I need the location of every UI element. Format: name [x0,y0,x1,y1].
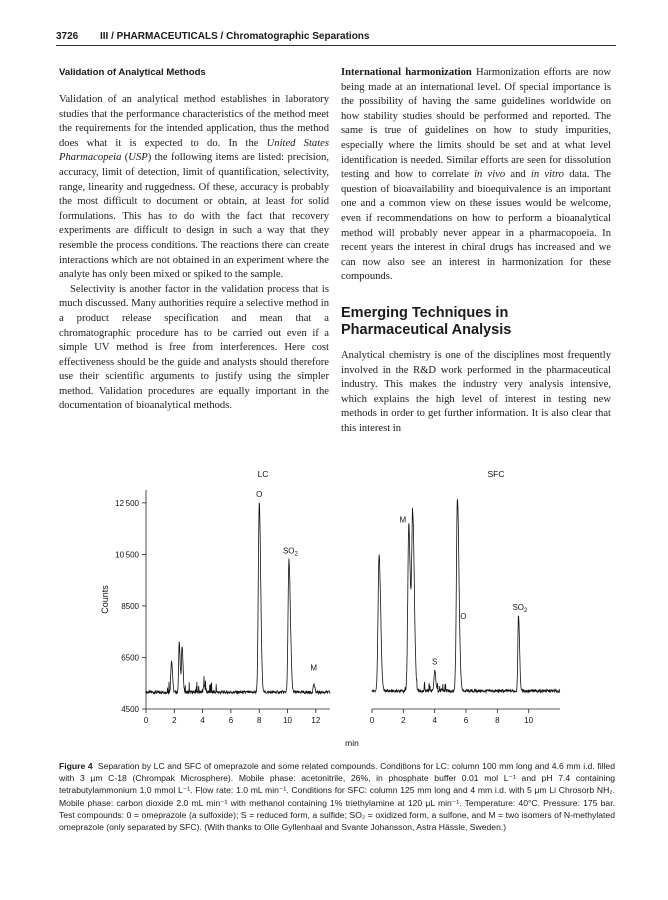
peak-label-so2: $SO_2$ [282,546,298,558]
text-run: ( [121,152,129,164]
x-tick-label: 0 [369,716,375,725]
italic-usp: United States Pharmacopeia [59,137,329,164]
text-run: and [505,169,531,181]
paragraph-emerging: Analytical chemistry is one of the disciplines most frequently involved in the R&D work performed in the pharmaceutical industry. This makes the industry very analysis intensive, which explains the high level of interest in testing new methods in order to get further information. It is also clear that this interest in [341,349,611,434]
x-tick-label: 2 [401,716,406,725]
figure-caption [59,760,615,833]
caption-text: Separation by LC and SFC of omeprazole and some related compounds. Conditions for LC: column 100 mm long and 4.6 mm i.d. filled with 3 μm C-18 (Chrompak Microsphere). Mobile phase: acetonitrile, 26%, in phosphate buffer 0.01 mol L⁻¹ and pH 7.4 containing tetrabutylammonium 1.0 mmol L⁻¹. Flow rate: 1.0 mL min⁻¹. Conditions for SFC: column 125 mm long and 4 mm i.d. with 5 μm Li Chrosorb NH₂. Mobile phase: carbon dioxide 2.0 mL min⁻¹ with methanol containing 1% triethylamine at 120 μL min⁻¹. Temperature: 40°C. Pressure: 175 bar. Test compounds: 0 = omeprazole (a sulfoxide); S = reduced form, a sulfide; SO₂ = oxidized form, a sulfone, and M = two isomers of N-methylated omeprazole (only separated by SFC). (With thanks to Olle Gyllenhaal and Svante Johansson, Astra Hässle, Sweden.) [59,761,615,833]
x-tick-label: 4 [432,716,437,725]
x-tick-label: 8 [495,716,500,725]
chromatogram-svg [90,462,590,752]
y-tick-label: 6500 [121,653,139,663]
panel-title: LC [257,469,269,479]
y-tick-label: 4500 [121,705,139,714]
y-tick-label: 12 500 [115,498,139,508]
italic-in-vitro: in vitro [530,169,564,181]
text-run: ) the following items are listed: precision, accuracy, limit of detection, limit of quantification, selectivity, range, linearity and ruggedness. Of these, accuracy is probably the most difficult to document or obtain, at least for solid formulations. This has to do with the fact that recovery experiments are difficult to design in such a way that they resemble the process conditions. The reactions there can create interactions which are not obtained in an experiment where the analyte has only been mixed or spiked to the sample. [59,152,329,281]
peak-label-s: S [431,657,438,667]
section-heading-emerging: Emerging Techniques in Pharmaceutical Analysis [341,304,512,338]
header-rule [56,45,616,46]
inline-heading-harmonization: International harmonization [341,67,472,78]
x-axis-title: min [345,738,359,748]
italic-in-vivo: in vivo [474,169,506,181]
x-tick-label: 6 [228,716,234,725]
x-tick-label: 12 [311,716,321,725]
text-run: Harmonization efforts are now being made at an international level. Of special importance is the possibility of having the same guidelines worldwide on how stability studies should be performed and reported. The same is true of guidelines on how to study impurities, especially where the limits should be set and at what level identification is needed. Similar efforts are seen for dissolution testing and how to correlate [341,67,611,181]
x-tick-label: 6 [463,716,469,725]
x-tick-label: 2 [172,716,177,725]
y-axis-title: Counts [100,585,110,614]
x-tick-label: 10 [283,716,292,725]
peak-label-m: M [399,515,407,525]
chromatogram-trace [372,499,560,692]
peak-label-so2: $SO_2$ [512,603,528,615]
right-column [341,66,611,436]
text-run: data. The question of bioavailability and bioequivalence is an important one and a common view on these issues would be welcome, even if recommendations on how to perform a bioanalytical method will probably never appear in a pharmacopoeia. In recent years the interest in chiral drugs has increased and we can now also see an interest in harmonization for these compounds. [341,169,611,283]
paragraph-validation [59,93,329,283]
x-tick-label: 0 [143,716,149,725]
x-tick-label: 8 [257,716,262,725]
subheading-validation: Validation of Analytical Methods [59,67,206,78]
paragraph-harmonization [341,66,611,285]
caption-label: Figure 4 [59,761,93,771]
running-header [56,31,616,45]
x-tick-label: 10 [524,716,534,725]
y-tick-label: 8500 [121,601,139,611]
y-tick-label: 10 500 [115,550,139,560]
figure-chromatograms [90,462,590,752]
x-tick-label: 4 [200,716,205,725]
text-run: Validation of an analytical method establishes in laboratory studies that the performance characteristics of the method meet the requirements for the intended application, thus the method does what it is expected to do. In the [59,94,329,149]
peak-label-o: O [460,611,467,621]
peak-label-o: O [256,489,263,499]
italic-usp-abbr: USP [128,152,148,164]
running-title: III / PHARMACEUTICALS / Chromatographic Separations [100,31,370,42]
peak-label-m: M [310,663,318,673]
left-column [59,66,329,414]
page-number: 3726 [56,31,79,42]
paragraph-selectivity: Selectivity is another factor in the validation process that is much discussed. Many authorities require a selective method in a product release specification and mean that a chromatographic procedure has to be carried out even if a simple UV method is free from interferences. Here cost effectiveness should be the guide and analysts should therefore use their scientific arguments to justify using the simpler method. Validation procedures are equally important in the documentation of bioanalytical methods. [59,283,329,412]
chromatogram-trace [146,503,330,694]
panel-title: SFC [487,469,505,479]
